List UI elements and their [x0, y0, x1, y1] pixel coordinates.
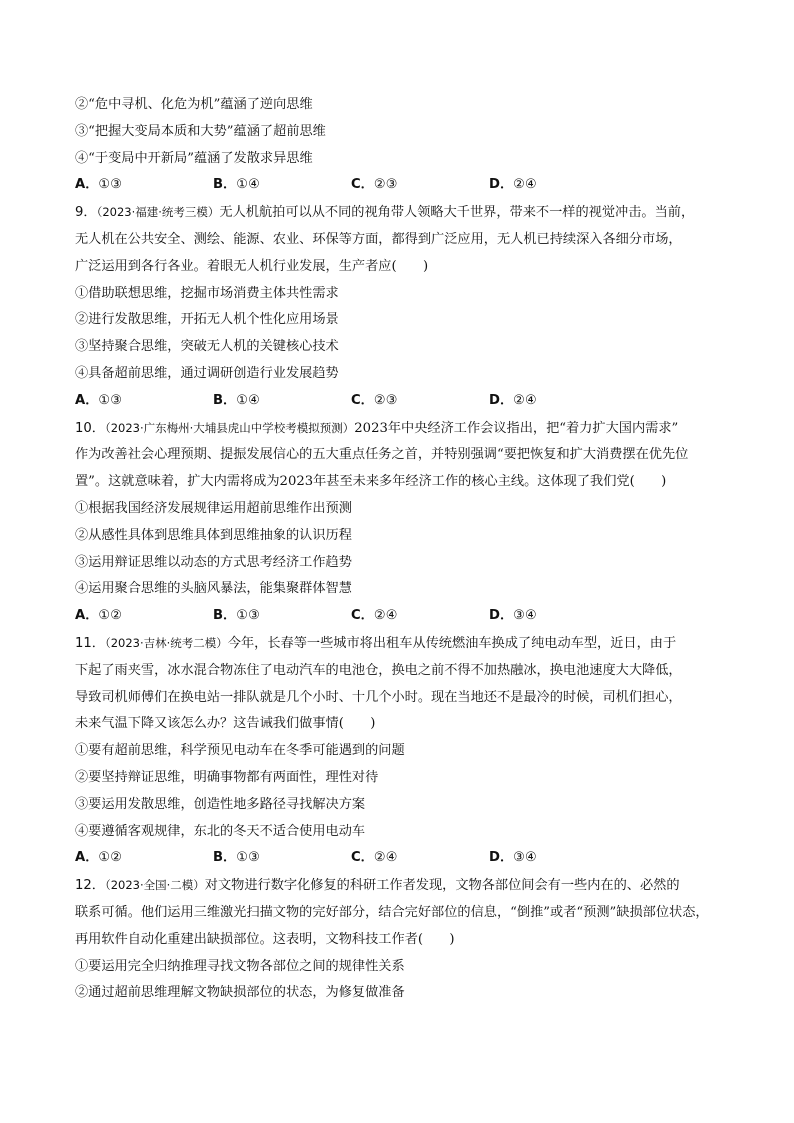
statement: ②从感性具体到思维具体到思维抽象的认识历程: [75, 527, 352, 543]
question-8: [75, 92, 735, 199]
question-source: （2023·吉林·统考二模）: [104, 635, 228, 650]
question-stem-line: 作为改善社会心理预期、提振发展信心的五大重点任务之首，并特别强调“要把恢复和扩大消费摆在优先位: [75, 447, 689, 463]
question-stem-line: 未来气温下降又该怎么办？这告诫我们做事情( ): [75, 716, 376, 732]
statement: ③坚持聚合思维，突破无人机的关键核心技术: [75, 339, 339, 355]
option-b[interactable]: B．①④: [213, 177, 260, 193]
option-a[interactable]: A．①③: [75, 177, 123, 193]
statement: ①要有超前思维，科学预见电动车在冬季可能遇到的问题: [75, 743, 405, 759]
option-c[interactable]: C．②④: [351, 608, 398, 624]
statement: ④运用聚合思维的头脑风暴法，能集聚群体智慧: [75, 581, 352, 597]
question-11: [75, 630, 735, 872]
question-stem: 10．（2023·广东梅州·大埔县虎山中学校考模拟预测）2023年中央经济工作会议指出，把“着力扩大国内需求”: [75, 420, 679, 436]
options-row: [75, 845, 735, 872]
question-12: [75, 872, 735, 1007]
option-c[interactable]: C．②③: [351, 392, 398, 408]
statement: ①要运用完全归纳推理寻找文物各部位之间的规律性关系: [75, 958, 405, 974]
options-row: [75, 172, 735, 199]
option-d[interactable]: D．②④: [489, 177, 537, 193]
option-a[interactable]: A．①②: [75, 850, 123, 866]
statement: ④“于变局中开新局”蕴涵了发散求异思维: [75, 150, 313, 166]
question-stem: 11．（2023·吉林·统考二模）今年，长春等一些城市将出租车从传统燃油车换成了纯电动车型，近日，由于: [75, 635, 677, 651]
option-d[interactable]: D．③④: [489, 850, 537, 866]
option-d[interactable]: D．③④: [489, 608, 537, 624]
question-source: （2023·福建·统考三模）: [96, 205, 220, 220]
statement: ②要坚持辩证思维，明确事物都有两面性，理性对待: [75, 769, 379, 785]
options-row: [75, 603, 735, 630]
question-stem: 12．（2023·全国·二模）对文物进行数字化修复的科研工作者发现，文物各部位间会有一些内在的、必然的: [75, 878, 680, 894]
question-stem-line: 联系可循。他们运用三维激光扫描文物的完好部分，结合完好部位的信息，“倒推”或者“预测”缺损部位状态，: [75, 904, 709, 920]
option-c[interactable]: C．②③: [351, 177, 398, 193]
question-source: （2023·全国·二模）: [104, 878, 205, 893]
options-row: [75, 388, 735, 415]
option-a[interactable]: A．①③: [75, 392, 123, 408]
statement: ①借助联想思维，挖掘市场消费主体共性需求: [75, 285, 339, 301]
question-stem-line: 无人机在公共安全、测绘、能源、农业、环保等方面，都得到广泛应用，无人机已持续深入各细分市场，: [75, 231, 682, 247]
statement: ③运用辩证思维以动态的方式思考经济工作趋势: [75, 554, 352, 570]
question-stem-line: 下起了雨夹雪，冰水混合物冻住了电动汽车的电池仓，换电之前不得不加热融冰，换电池速度大大降低，: [75, 662, 682, 678]
question-number: 9．: [75, 205, 97, 221]
option-a[interactable]: A．①②: [75, 608, 123, 624]
option-b[interactable]: B．①④: [213, 392, 260, 408]
statement: ②“危中寻机、化危为机”蕴涵了逆向思维: [75, 97, 313, 112]
question-source: （2023·广东梅州·大埔县虎山中学校考模拟预测）: [104, 420, 355, 435]
question-stem-line: 导致司机师傅们在换电站一排队就是几个小时、十几个小时。现在当地还不是最冷的时候，司机们担心，: [75, 689, 682, 705]
option-d[interactable]: D．②④: [489, 392, 537, 408]
statement: ①根据我国经济发展规律运用超前思维作出预测: [75, 500, 352, 516]
question-stem-line: 置”。这就意味着，扩大内需将成为2023年甚至未来多年经济工作的核心主线。这体现了我们党( ): [75, 474, 667, 490]
statement: ②通过超前思维理解文物缺损部位的状态，为修复做准备: [75, 985, 405, 1001]
option-b[interactable]: B．①③: [213, 850, 260, 866]
question-10: [75, 415, 735, 630]
question-stem-line: 再用软件自动化重建出缺损部位。这表明，文物科技工作者( ): [75, 931, 455, 947]
exam-page: [75, 92, 735, 1007]
question-stem: 9．（2023·福建·统考三模）无人机航拍可以从不同的视角带人领略大千世界，带来不一样的视觉冲击。当前，: [75, 205, 695, 221]
statement: ③要运用发散思维，创造性地多路径寻找解决方案: [75, 796, 366, 812]
question-number: 10．: [75, 420, 105, 436]
statement: ④要遵循客观规律，东北的冬天不适合使用电动车: [75, 823, 366, 839]
statement: ③“把握大变局本质和大势”蕴涵了超前思维: [75, 123, 326, 139]
question-9: [75, 199, 735, 414]
question-number: 11．: [75, 635, 105, 651]
option-c[interactable]: C．②④: [351, 850, 398, 866]
question-stem-line: 广泛运用到各行各业。着眼无人机行业发展，生产者应( ): [75, 258, 429, 274]
option-b[interactable]: B．①③: [213, 608, 260, 624]
statement: ②进行发散思维，开拓无人机个性化应用场景: [75, 312, 339, 328]
question-number: 12．: [75, 878, 105, 894]
statement: ④具备超前思维，通过调研创造行业发展趋势: [75, 365, 339, 381]
